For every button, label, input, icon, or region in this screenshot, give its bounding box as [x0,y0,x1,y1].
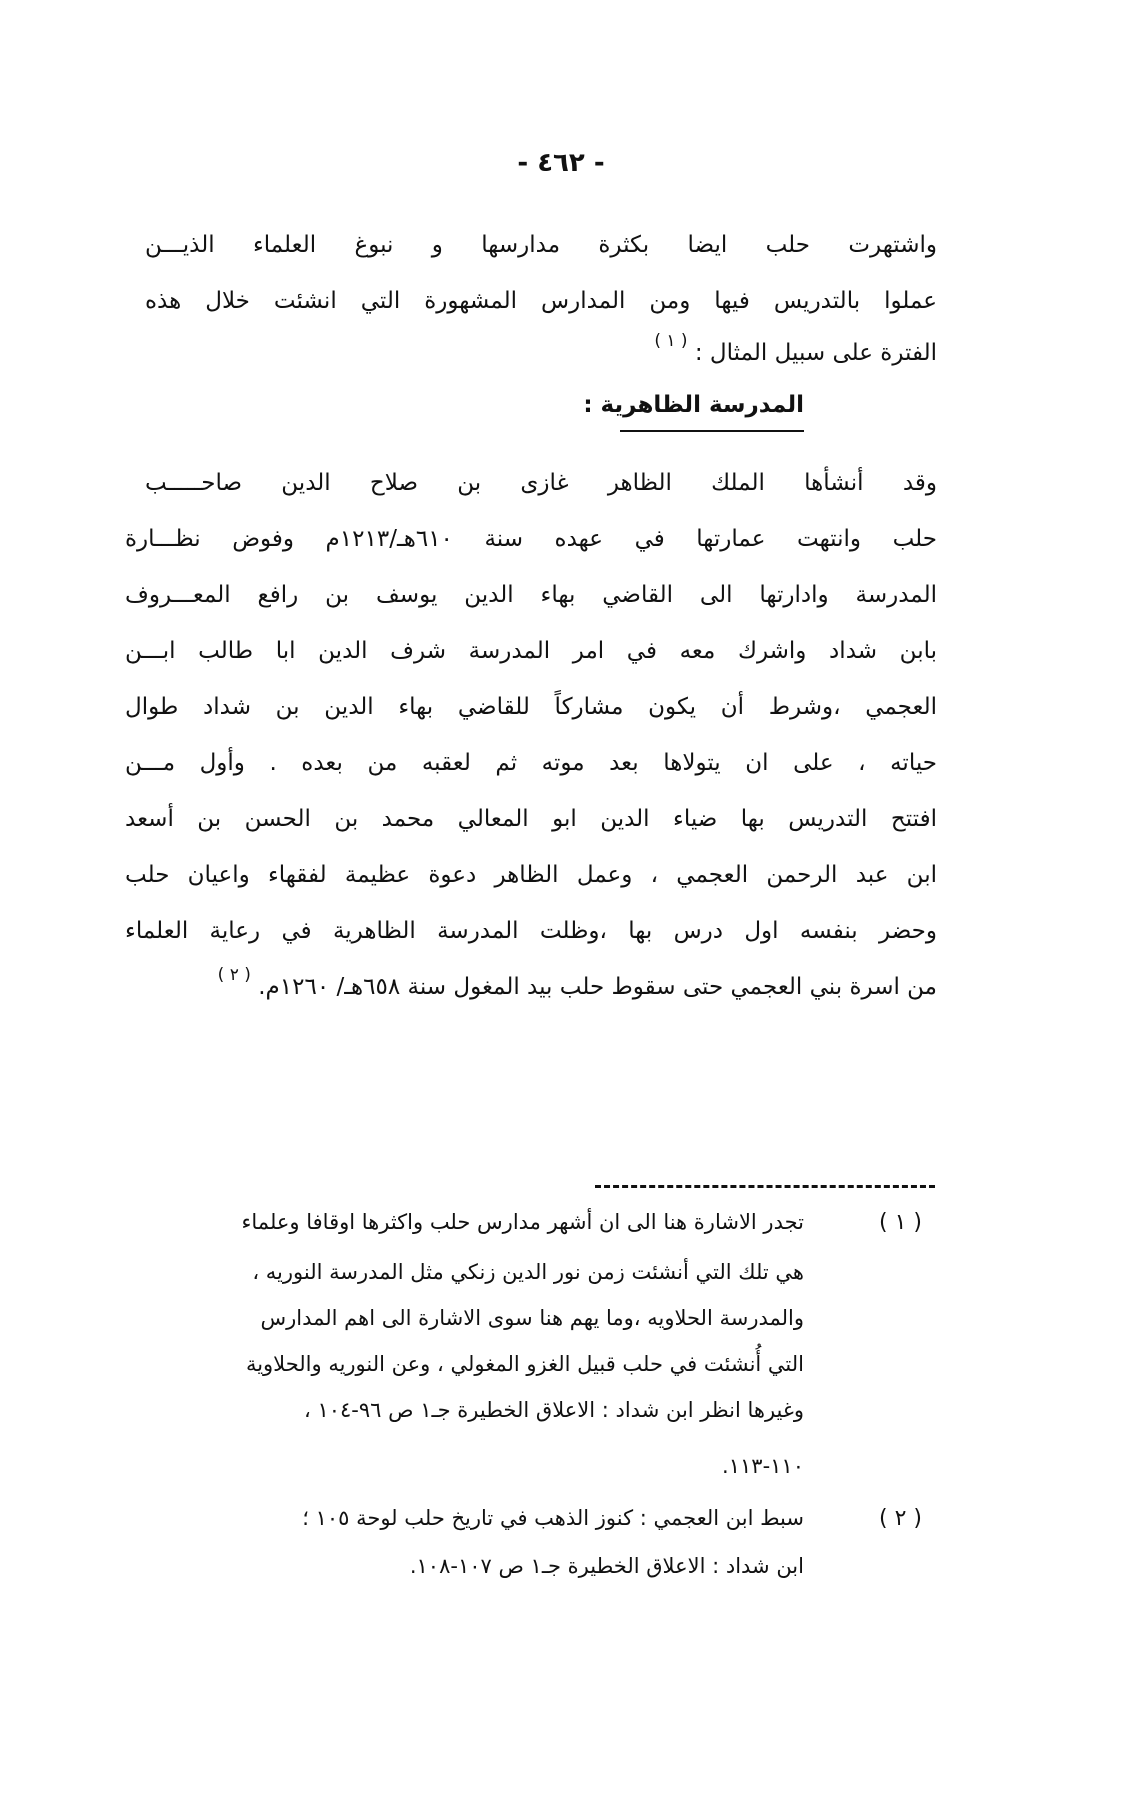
heading-underline [620,430,804,432]
footnote-1-line: هي تلك التي أنشئت زمن نور الدين زنكي مثل المدرسة النوريه ، [252,1260,804,1284]
page-number: - ٤٦٢ - [517,148,605,178]
paragraph-line: وحضر بنفسه اول درس بها ،وظلت المدرسة الظاهرية في رعاية العلماء [125,918,937,944]
footnote-2-line: سبط ابن العجمي : كنوز الذهب في تاريخ حلب لوحة ١٠٥ ؛ [302,1506,804,1530]
paragraph-line: حياته ، على ان يتولاها بعد موته ثم لعقبه من بعده . وأول مـــن [125,750,937,776]
footnote-divider [595,1185,935,1188]
footnote-1-line: تجدر الاشارة هنا الى ان أشهر مدارس حلب واكثرها اوقافا وعلماء [241,1210,804,1234]
footnote-2-line: ابن شداد : الاعلاق الخطيرة جـ١ ص ١٠٧-١٠٨. [409,1554,804,1578]
paragraph-line: افتتح التدريس بها ضياء الدين ابو المعالي محمد بن الحسن بن أسعد [125,806,937,832]
paragraph-line: العجمي ،وشرط أن يكون مشاركاً للقاضي بهاء الدين بن شداد طوال [125,694,937,720]
paragraph-line: وقد أنشأها الملك الظاهر غازى بن صلاح الدين صاحـــــب [145,470,937,496]
footnote-1-marker: ( ١ ) [879,1210,922,1235]
paragraph-line: حلب وانتهت عمارتها في عهده سنة ٦١٠هـ/١٢١٣م وفوض نظـــارة [125,526,937,552]
intro-line: عملوا بالتدريس فيها ومن المدارس المشهورة التي انشئت خلال هذه [145,288,937,314]
section-heading: المدرسة الظاهرية : [583,392,804,418]
footnote-1-line: وغيرها انظر ابن شداد : الاعلاق الخطيرة جـ١ ص ٩٦-١٠٤ ، [304,1398,804,1422]
intro-line [654,331,937,370]
footnote-2-marker: ( ٢ ) [879,1506,922,1531]
footnote-1-line: التي أُنشئت في حلب قبيل الغزو المغولي ، وعن النوريه والحلاوية [245,1352,804,1376]
paragraph-line: المدرسة وادارتها الى القاضي بهاء الدين يوسف بن رافع المعـــروف [125,582,937,608]
footnote-ref-1: ( ١ ) [654,331,688,351]
paragraph-line: ابن عبد الرحمن العجمي ، وعمل الظاهر دعوة عظيمة لفقهاء واعيان حلب [125,862,937,888]
footnote-1-line: ١١٠-١١٣. [722,1454,804,1478]
intro-line: واشتهرت حلب ايضا بكثرة مدارسها و نبوغ العلماء الذيـــن [145,232,937,258]
footnote-ref-2: ( ٢ ) [217,965,251,985]
paragraph-line-text: من اسرة بني العجمي حتى سقوط حلب بيد المغول سنة ٦٥٨هـ/ ١٢٦٠م. [258,974,937,1000]
intro-line-text: الفترة على سبيل المثال : [694,340,937,366]
footnote-1-line: والمدرسة الحلاويه ،وما يهم هنا سوى الاشارة الى اهم المدارس [260,1306,804,1330]
paragraph-line [217,965,937,1004]
paragraph-line: بابن شداد واشرك معه في امر المدرسة شرف الدين ابا طالب ابـــن [125,638,937,664]
